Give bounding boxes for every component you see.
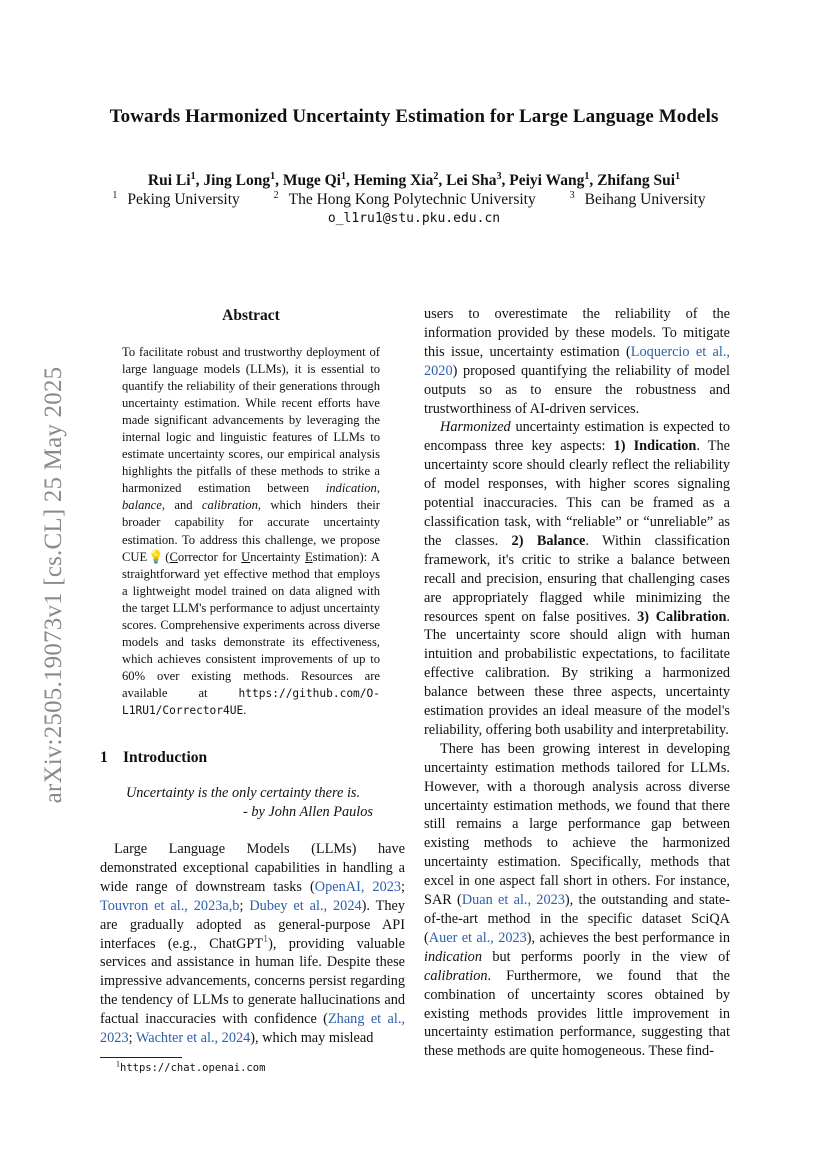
epigraph-quote: Uncertainty is the only certainty there is. - by John Allen Paulos xyxy=(125,785,373,820)
affiliation: $^1$ Peking University xyxy=(112,189,240,208)
lightbulb-icon: 💡 xyxy=(147,549,166,564)
author: Zhifang Sui$^1$ xyxy=(597,170,681,189)
citation-link[interactable]: OpenAI, 2023 xyxy=(314,878,402,895)
footnote: $^1$https://chat.openai.com xyxy=(116,1059,266,1074)
author: Lei Sha$^3$, xyxy=(446,170,510,189)
footnote-divider xyxy=(100,1057,182,1058)
author: Rui Li$^1$, xyxy=(147,170,204,189)
paragraph: There has been growing interest in developing uncertainty estimation methods tailored for LLMs. However, with a thorough analysis across diverse uncertainty estimation methods, we found that there still remains a large performance gap between existing methods to achieve the harmonized uncertainty estimation. Specifically, methods that excel in one aspect fall short in others. For instance, SAR (Duan et al., 2023), the outstanding and state-of-the-art method in the specific dataset SciQA (Auer et al., 2023), achieves the best performance in indication but performs poorly in the view of calibration. Furthermore, we found that the combination of uncertainty scores obtained by existing methods provides little improvement in uncertainty estimation performance, suggesting that these methods are quite homogeneous. These find- xyxy=(424,740,730,1060)
affiliations xyxy=(0,191,828,209)
footnote-ref[interactable]: 1 xyxy=(263,933,269,945)
citation-link[interactable]: Duan et al., 2023 xyxy=(461,892,565,909)
author: Heming Xia$^2$, xyxy=(353,170,447,189)
author: Muge Qi$^1$, xyxy=(282,170,354,189)
github-link[interactable]: https://github.com/O-L1RU1/Corrector4UE xyxy=(122,686,380,717)
paragraph: users to overestimate the reliability of the information provided by these models. To mitigate this issue, uncertainty estimation (Loquercio et al., 2020) proposed quantifying the reliability of model outputs so as to ensure the robustness and trustworthiness of AI-driven services. xyxy=(424,306,730,417)
author-email[interactable]: o_l1ru1@stu.pku.edu.cn xyxy=(327,211,501,226)
citation-link[interactable]: Touvron et al., 2023a,b xyxy=(100,897,240,914)
arxiv-stamp: arXiv:2505.19073v1 [cs.CL] 25 May 2025 xyxy=(40,366,67,804)
section-heading: 1 Introduction xyxy=(100,749,208,766)
author: Jing Long$^1$, xyxy=(203,170,283,189)
intro-paragraph: Large Language Models (LLMs) have demonstrated exceptional capabilities in handling a wide range of downstream tasks (OpenAI, 2023; Touvron et al., 2023a,b; Dubey et al., 2024). They are gradually adopted as general-purpose API interfaces (e.g., ChatGPT$^1$), providing valuable services and assistance in human life. Despite these impressive advancements, concerns persist regarding the tendency of LLMs to generate hallucinations and factual inaccuracies with confidence (Zhang et al., 2023; Wachter et al., 2024), which may mislead xyxy=(100,841,406,1047)
paragraph: Harmonized uncertainty estimation is expected to encompass three key aspects: 1) Indication. The uncertainty score should clearly reflect the reliability of model responses, with higher scores signaling potential inaccuracies. This can be framed as a classification task, with “reliable” or “unreliable” as the classes. 2) Balance. Within classification framework, it's critic to strike a balance between recall and precision, ensuring that challenging cases are appropriately flagged while minimizing the resources spent on false positives. 3) Calibration. The uncertainty score should align with human intuition and probabilistic expectations, to facilitate effective calibration. By striking a harmonized balance between these three aspects, uncertainty estimation provides an ideal measure of the model's reliability, offering both usability and interpretability. xyxy=(424,419,731,738)
affiliation: $^3$ Beihang University xyxy=(569,189,706,208)
right-column xyxy=(424,305,730,1061)
citation-link[interactable]: Dubey et al., 2024 xyxy=(249,897,362,914)
footnote-url[interactable]: https://chat.openai.com xyxy=(120,1062,266,1074)
citation-link[interactable]: Loquercio et al., 2020 xyxy=(424,343,730,379)
citation-link[interactable]: Zhang et al., 2023 xyxy=(100,1011,405,1047)
author-list xyxy=(0,172,828,190)
affiliation: $^2$ The Hong Kong Polytechnic University xyxy=(273,189,536,208)
citation-link[interactable]: Auer et al., 2023 xyxy=(428,929,527,946)
author: Peiyi Wang$^1$, xyxy=(509,170,598,189)
paper-title: Towards Harmonized Uncertainty Estimation for Large Language Models xyxy=(109,106,719,127)
abstract-heading: Abstract xyxy=(222,307,280,324)
citation-link[interactable]: Wachter et al., 2024 xyxy=(135,1030,251,1047)
abstract-body: To facilitate robust and trustworthy deployment of large language models (LLMs), it is essential to quantify the reliability of their generations through uncertainty estimation. While recent efforts have made significant advancements by leveraging the internal logic and linguistic features of LLMs to estimate uncertainty scores, our empirical analysis highlights the pitfalls of these methods to strike a harmonized estimation between indication, balance, and calibration, which hinders their broader capability for accurate uncertainty estimation. To address this challenge, we propose CUE💡(Corrector for Uncertainty Estimation): A straightforward yet effective method that employs a lightweight model trained on data aligned with the target LLM's performance to adjust uncertainty scores. Comprehensive experiments across diverse models and tasks demonstrate its effectiveness, which achieves consistent improvements of up to 60% over existing methods. Resources are available at https://github.com/O-L1RU1/Corrector4UE. xyxy=(122,345,380,717)
